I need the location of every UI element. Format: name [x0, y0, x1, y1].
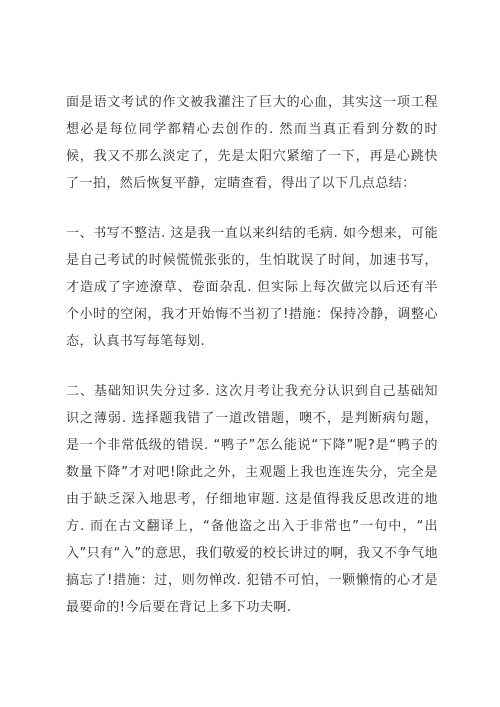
- document-body: [66, 89, 438, 621]
- paragraph-point-one: 一、书写不整洁. 这是我一直以来纠结的毛病. 如今想来，可能是自己考试的时候慌慌张张的，生怕耽误了时间，加速书写，才造成了字迹潦草、卷面杂乱. 但实际上每次做完以后还有半个小时的空闲，我才开始悔不当初了!措施：保持冷静，调整心态，认真书写每笔每划.: [66, 226, 438, 349]
- paragraph-intro: 面是语文考试的作文被我灌注了巨大的心血，其实这一项工程想必是每位同学都精心去创作的. 然而当真正看到分数的时候，我又不那么淡定了，先是太阳穴紧缩了一下，再是心跳快了一拍，然后恢复平静，定睛查看，得出了以下几点总结：: [66, 95, 438, 191]
- paragraph-point-two: 二、基础知识失分过多. 这次月考让我充分认识到自己基础知识之薄弱. 选择题我错了一道改错题，噢不，是判断病句题，是一个非常低级的错误. “鸭子”怎么能说“下降”呢?是“鸭子的数量下降”才对吧!除此之外，主观题上我也连连失分，完全是由于缺乏深入地思考，仔细地审题. 这是值得我反思改进的地方. 而在古文翻译上，“备他盗之出入于非常也”一句中，“出入”只有“入”的意思，我们敬爱的校长讲过的啊，我又不争气地搞忘了!措施：过，则勿惮改. 犯错不可怕，一颗懒惰的心才是最要命的!今后要在背记上多下功夫啊.: [66, 384, 438, 615]
